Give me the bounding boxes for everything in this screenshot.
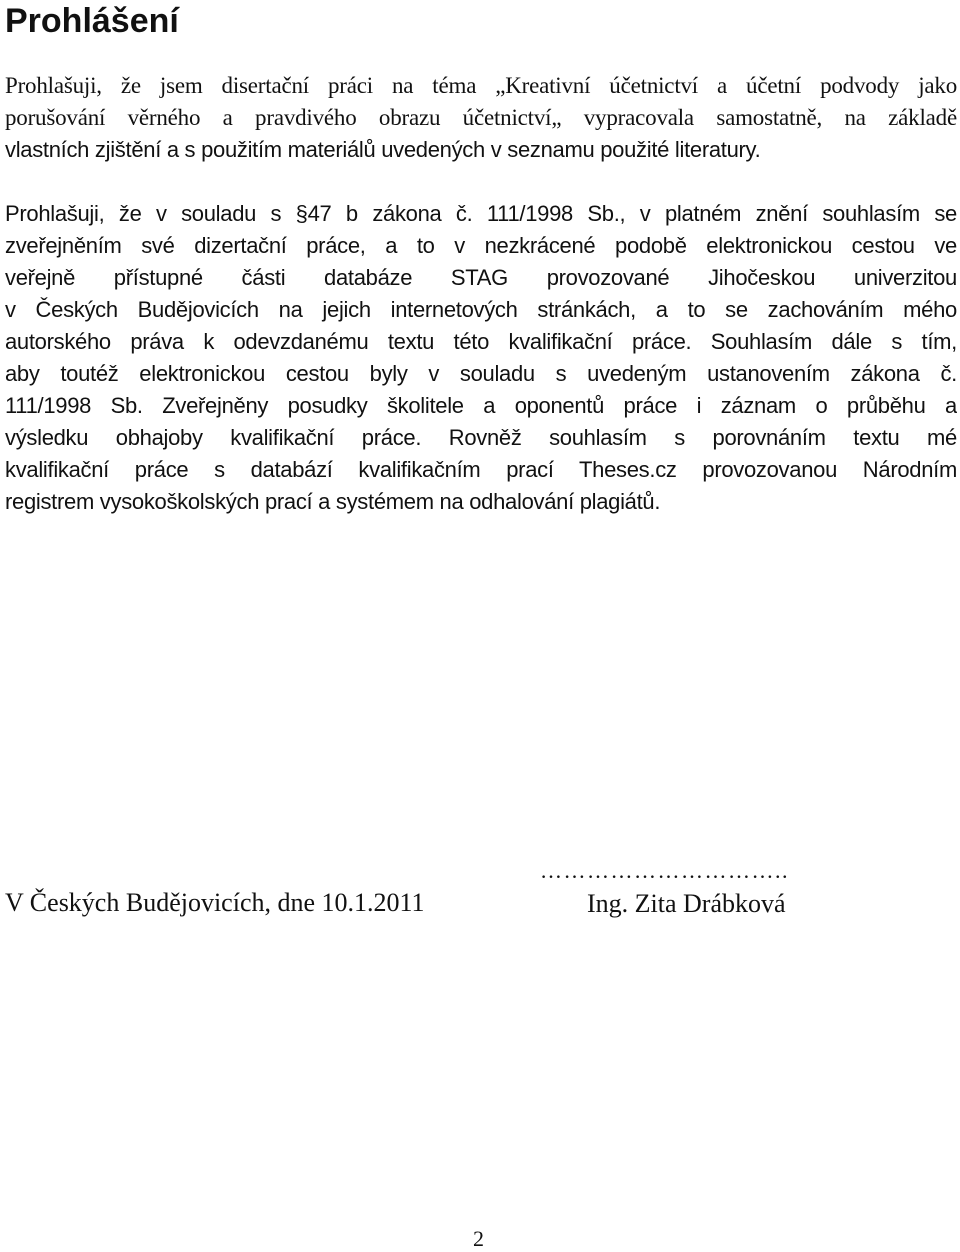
- page-heading: Prohlášení: [5, 2, 179, 40]
- declaration-paragraph-publication-consent: [5, 198, 957, 518]
- place-and-date: V Českých Budějovicích, dne 10.1.2011: [5, 888, 425, 917]
- paragraph-line: kvalifikační práce s databází kvalifikačním prací Theses.cz provozovanou Národním: [5, 457, 957, 482]
- declaration-paragraph-authorship: [5, 70, 957, 166]
- paragraph-line: 111/1998 Sb. Zveřejněny posudky školitele a oponentů práce i záznam o průběhu a: [5, 393, 957, 418]
- paragraph-line: autorského práva k odevzdanému textu této kvalifikační práce. Souhlasím dále s tím,: [5, 329, 957, 354]
- paragraph-line: veřejně přístupné části databáze STAG provozované Jihočeskou univerzitou: [5, 265, 957, 290]
- signature-line: …………………………..: [540, 858, 789, 883]
- paragraph-line: Prohlašuji, že jsem disertační práci na téma „Kreativní účetnictví a účetní podvody jako: [5, 73, 957, 98]
- page-number: 2: [473, 1226, 484, 1251]
- paragraph-line: porušování věrného a pravdivého obrazu účetnictví„ vypracovala samostatně, na základě: [5, 105, 957, 130]
- paragraph-line: Prohlašuji, že v souladu s §47 b zákona č. 111/1998 Sb., v platném znění souhlasím se: [5, 201, 957, 226]
- paragraph-line: aby toutéž elektronickou cestou byly v souladu s uvedeným ustanovením zákona č.: [5, 361, 957, 386]
- signatory-name: Ing. Zita Drábková: [587, 889, 786, 918]
- paragraph-line: registrem vysokoškolských prací a systémem na odhalování plagiátů.: [5, 489, 661, 514]
- paragraph-line: zveřejněním své dizertační práce, a to v nezkrácené podobě elektronickou cestou ve: [5, 233, 957, 258]
- paragraph-line: vlastních zjištění a s použitím materiálů uvedených v seznamu použité literatury.: [5, 137, 761, 162]
- paragraph-line: výsledku obhajoby kvalifikační práce. Rovněž souhlasím s porovnáním textu mé: [5, 425, 957, 450]
- paragraph-line: v Českých Budějovicích na jejich internetových stránkách, a to se zachováním mého: [5, 297, 957, 322]
- signature-block: [540, 858, 860, 924]
